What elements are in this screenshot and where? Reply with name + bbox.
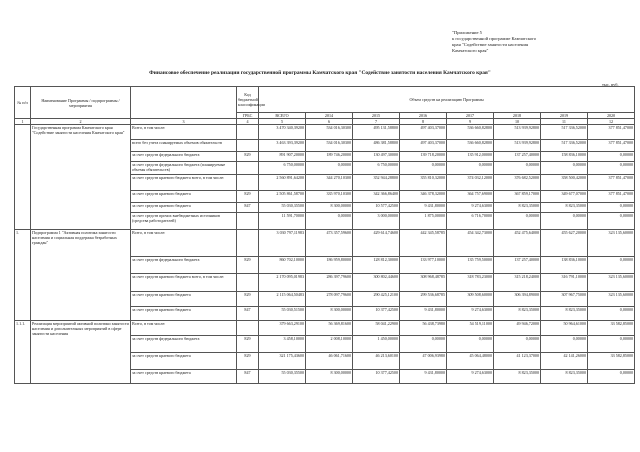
funding-source: за счет средств краевого бюджета	[131, 203, 237, 213]
amount-cell: 0,00000	[400, 162, 447, 175]
amount-cell: 349 677,07000	[541, 191, 588, 203]
amount-cell: 3 458,10000	[259, 336, 306, 353]
amount-cell: 8 823,35000	[494, 307, 541, 321]
amount-cell: 137 257,40000	[494, 257, 541, 274]
amount-cell: 189 746,20000	[306, 152, 353, 162]
amount-cell: 42 141,26000	[541, 353, 588, 370]
grbs-code	[237, 230, 259, 257]
amount-cell: 50 964,61000	[541, 321, 588, 336]
amount-cell: 3 000,00000	[353, 213, 400, 230]
program-name: Государственная программа Камчатского края "Содействие занятости населения Камчатского края"	[31, 125, 131, 230]
amount-cell: 6 716,70000	[447, 213, 494, 230]
amount-cell: 377 851,47000	[588, 175, 635, 191]
grbs-code	[237, 321, 259, 336]
amount-cell: 9 431,80000	[400, 203, 447, 213]
amount-cell: 10 377,42500	[353, 307, 400, 321]
amount-cell: 9 431,80000	[400, 370, 447, 384]
amount-cell: 1 450,00000	[353, 336, 400, 353]
amount-cell: 2 505 861,58700	[259, 191, 306, 203]
header-col-2018: 2018	[494, 113, 541, 119]
amount-cell: 130 497,30000	[353, 152, 400, 162]
amount-cell: 8 823,35000	[541, 370, 588, 384]
header-code: Код бюджетной классификации	[237, 87, 259, 113]
grbs-code	[237, 213, 259, 230]
units-label: тыс. руб.	[602, 82, 619, 87]
amount-cell: 352 944,28800	[353, 175, 400, 191]
idx-cell: 11	[541, 119, 588, 125]
amount-cell: 55 030,35500	[259, 203, 306, 213]
amount-cell: 364 757,69000	[447, 191, 494, 203]
amount-cell: 41 123,37000	[494, 353, 541, 370]
annex-line-4: Камчатского края"	[452, 48, 489, 53]
amount-cell: 133 977,10000	[400, 257, 447, 274]
funding-source: за счет средств федерального бюджета (планируемые объемы обязательств)	[131, 162, 237, 175]
header-col-2014: 2014	[306, 113, 353, 119]
grbs-code	[237, 162, 259, 175]
funding-source: за счет средств краевого бюджета	[131, 353, 237, 370]
idx-cell: 1	[15, 119, 31, 125]
amount-cell: 33 582,85000	[588, 321, 635, 336]
amount-cell: 346 378,32000	[400, 191, 447, 203]
amount-cell: 376 682,52000	[494, 175, 541, 191]
amount-cell: 473 357,59600	[306, 230, 353, 257]
grbs-code	[237, 175, 259, 191]
amount-cell: 8 823,35000	[494, 203, 541, 213]
amount-cell: 452 475,64000	[494, 230, 541, 257]
amount-cell: 139 718,20000	[400, 152, 447, 162]
idx-cell: 4	[237, 119, 259, 125]
grbs-code: 847	[237, 307, 259, 321]
amount-cell: 377 851,47000	[588, 140, 635, 152]
amount-cell: 335 970,10300	[306, 191, 353, 203]
amount-cell: 0,00000	[588, 203, 635, 213]
amount-cell: 45 064,48000	[447, 353, 494, 370]
amount-cell: 513 939,92800	[494, 140, 541, 152]
amount-cell: 33 582,85000	[588, 353, 635, 370]
grbs-code: 829	[237, 336, 259, 353]
amount-cell: 186 959,80000	[306, 257, 353, 274]
amount-cell: 0,00000	[400, 336, 447, 353]
amount-cell: 135 759,50000	[447, 257, 494, 274]
amount-cell: 47 006,93980	[400, 353, 447, 370]
funding-source: за счет средств краевого бюджета всего, в том числе:	[131, 274, 237, 292]
amount-cell: 56 369,81600	[306, 321, 353, 336]
amount-cell: 0,00000	[541, 336, 588, 353]
program-name: Подпрограмма 1 "Активная политика занятости населения и социальная поддержка безработных граждан"	[31, 230, 131, 321]
funding-source: за счет средств федерального бюджета	[131, 336, 237, 353]
amount-cell: 323 135,60000	[588, 274, 635, 292]
amount-cell: 534 016,30300	[306, 125, 353, 140]
amount-cell: 429 614,74600	[353, 230, 400, 257]
amount-cell: 8 823,35000	[541, 307, 588, 321]
amount-cell: 9 431,80000	[400, 307, 447, 321]
amount-cell: 55 030,35500	[259, 370, 306, 384]
funding-source: за счет средств федерального бюджета	[131, 152, 237, 162]
amount-cell: 321 175,43600	[259, 353, 306, 370]
funding-source: за счет средств краевого бюджета	[131, 307, 237, 321]
annex-line-1: "Приложение 5	[452, 30, 482, 35]
header-volume: Объем средств на реализацию Программы	[259, 87, 635, 113]
amount-cell: 46 061,71600	[306, 353, 353, 370]
idx-cell: 5	[259, 119, 306, 125]
amount-cell: 0,00000	[588, 370, 635, 384]
amount-cell: 342 366,86400	[353, 191, 400, 203]
row-number: 1.1.1.	[15, 321, 31, 384]
funding-source: за счет средств федерального бюджета	[131, 257, 237, 274]
grbs-code: 829	[237, 257, 259, 274]
amount-cell: 3 030 797,11983	[259, 230, 306, 257]
idx-cell: 8	[400, 119, 447, 125]
amount-cell: 486 381,58800	[353, 140, 400, 152]
amount-cell: 1 875,00000	[400, 213, 447, 230]
header-grbs: ГРБС	[237, 113, 259, 119]
amount-cell: 495 131,58800	[353, 125, 400, 140]
funding-table	[14, 86, 635, 384]
amount-cell: 300 802,44600	[353, 274, 400, 292]
header-row	[15, 87, 635, 113]
amount-cell: 0,00000	[588, 336, 635, 353]
header-col-2020: 2020	[588, 113, 635, 119]
amount-cell: 56 438,73980	[400, 321, 447, 336]
idx-cell: 12	[588, 119, 635, 125]
funding-source: за счет средств краевого бюджета	[131, 191, 237, 203]
annex-line-3: края "Содействие занятости населения	[452, 42, 529, 47]
amount-cell: 46 213,60100	[353, 353, 400, 370]
amount-cell: 309 508,60000	[447, 292, 494, 307]
amount-cell: 286 397,79600	[306, 274, 353, 292]
amount-cell: 513 939,92800	[494, 125, 541, 140]
amount-cell: 2 170 095,01983	[259, 274, 306, 292]
amount-cell: 290 425,12100	[353, 292, 400, 307]
amount-cell: 135 912,00000	[447, 152, 494, 162]
amount-cell: 0,00000	[447, 162, 494, 175]
table-row	[15, 125, 635, 140]
amount-cell: 3 470 340,39200	[259, 125, 306, 140]
amount-cell: 0,00000	[541, 162, 588, 175]
amount-cell: 158 836,10000	[541, 152, 588, 162]
amount-cell: 55 030,51500	[259, 307, 306, 321]
amount-cell: 8 823,35000	[494, 370, 541, 384]
amount-cell: 534 016,30300	[306, 140, 353, 152]
amount-cell: 318 783,23000	[447, 274, 494, 292]
amount-cell: 6 750,00000	[353, 162, 400, 175]
amount-cell: 278 097,79600	[306, 292, 353, 307]
amount-cell: 379 663,29100	[259, 321, 306, 336]
table-row	[15, 230, 635, 257]
header-blank	[131, 87, 237, 119]
idx-cell: 2	[31, 119, 131, 125]
annex-note	[452, 30, 632, 54]
amount-cell: 8 823,35000	[541, 203, 588, 213]
header-name: Наименование Программы / подпрограммы / мероприятия	[31, 87, 131, 119]
amount-cell: 367 859,17000	[494, 191, 541, 203]
grbs-code: 847	[237, 370, 259, 384]
amount-cell: 0,00000	[494, 336, 541, 353]
amount-cell: 138 836,10000	[541, 257, 588, 274]
amount-cell: 323 135,60000	[588, 230, 635, 257]
amount-cell: 0,00000	[588, 257, 635, 274]
idx-cell: 6	[306, 119, 353, 125]
amount-cell: 0,00000	[541, 213, 588, 230]
amount-cell: 517 336,52000	[541, 140, 588, 152]
table-body	[15, 87, 635, 384]
funding-source: всего без учета планируемых объемов обязательств	[131, 140, 237, 152]
amount-cell: 6 750,00000	[259, 162, 306, 175]
amount-cell: 137 257,40000	[494, 152, 541, 162]
amount-cell: 323 135,60000	[588, 292, 635, 307]
amount-cell: 536 660,82800	[447, 140, 494, 152]
amount-cell: 0,00000	[588, 162, 635, 175]
amount-cell: 9 274,63000	[447, 307, 494, 321]
table-row	[15, 321, 635, 336]
amount-cell: 49 946,72000	[494, 321, 541, 336]
grbs-code: 829	[237, 191, 259, 203]
grbs-code	[237, 140, 259, 152]
funding-source: Всего, в том числе:	[131, 321, 237, 336]
funding-source: за счет средств прочих внебюджетных источников (средства работодателей)	[131, 213, 237, 230]
amount-cell: 307 967,75000	[541, 292, 588, 307]
grbs-code	[237, 125, 259, 140]
amount-cell: 497 403,37000	[400, 140, 447, 152]
header-col-2015: 2015	[353, 113, 400, 119]
amount-cell: 0,00000	[306, 162, 353, 175]
amount-cell: 316 791,10000	[541, 274, 588, 292]
amount-cell: 9 274,63000	[447, 203, 494, 213]
amount-cell: 358 500,42000	[541, 175, 588, 191]
grbs-code: 829	[237, 292, 259, 307]
program-name: Реализация мероприятий активной политики занятости населения и дополнительных мероприятий в сфере занятости населения	[31, 321, 131, 384]
amount-cell: 860 702,10000	[259, 257, 306, 274]
amount-cell: 8 300,00000	[306, 307, 353, 321]
row-number	[15, 125, 31, 230]
amount-cell: 497 403,37000	[400, 125, 447, 140]
annex-line-2: к государственной программе Камчатского	[452, 36, 537, 41]
amount-cell: 9 274,63000	[447, 370, 494, 384]
amount-cell: 0,00000	[588, 307, 635, 321]
amount-cell: 2 115 064,50483	[259, 292, 306, 307]
amount-cell: 54 519,11000	[447, 321, 494, 336]
amount-cell: 344 270,10300	[306, 175, 353, 191]
idx-cell: 10	[494, 119, 541, 125]
funding-source: за счет средств краевого бюджета	[131, 292, 237, 307]
amount-cell: 517 336,52000	[541, 125, 588, 140]
amount-cell: 355 810,32000	[400, 175, 447, 191]
amount-cell: 0,00000	[588, 152, 635, 162]
amount-cell: 58 041,22900	[353, 321, 400, 336]
funding-source: за счет средств краевого бюджета	[131, 370, 237, 384]
amount-cell: 10 377,42500	[353, 370, 400, 384]
funding-source: Всего, в том числе:	[131, 125, 237, 140]
row-number: 1.	[15, 230, 31, 321]
amount-cell: 315 218,24000	[494, 274, 541, 292]
idx-cell: 9	[447, 119, 494, 125]
amount-cell: 308 968,48785	[400, 274, 447, 292]
header-col-2017: 2017	[447, 113, 494, 119]
amount-cell: 3 463 393,39200	[259, 140, 306, 152]
amount-cell: 0,00000	[306, 213, 353, 230]
funding-source: за счет средств краевого бюджета всего, в том числе:	[131, 175, 237, 191]
amount-cell: 454 342,73000	[447, 230, 494, 257]
amount-cell: 2 008,10000	[306, 336, 353, 353]
amount-cell: 455 627,20000	[541, 230, 588, 257]
amount-cell: 442 345,58785	[400, 230, 447, 257]
amount-cell: 299 536,68785	[400, 292, 447, 307]
amount-cell: 2 560 891,64200	[259, 175, 306, 191]
header-col-2016: 2016	[400, 113, 447, 119]
amount-cell: 8 300,00000	[306, 203, 353, 213]
amount-cell: 0,00000	[447, 336, 494, 353]
amount-cell: 536 660,82800	[447, 125, 494, 140]
amount-cell: 11 591,70000	[259, 213, 306, 230]
grbs-code	[237, 274, 259, 292]
amount-cell: 306 394,89000	[494, 292, 541, 307]
amount-cell: 0,00000	[588, 213, 635, 230]
grbs-code: 829	[237, 353, 259, 370]
header-col-total: ВСЕГО	[259, 113, 306, 119]
amount-cell: 377 851,47000	[588, 191, 635, 203]
funding-source: Всего, в том числе:	[131, 230, 237, 257]
idx-cell: 7	[353, 119, 400, 125]
amount-cell: 10 577,42500	[353, 203, 400, 213]
amount-cell: 374 032,12000	[447, 175, 494, 191]
amount-cell: 891 907,20000	[259, 152, 306, 162]
grbs-code: 847	[237, 203, 259, 213]
header-col-2019: 2019	[541, 113, 588, 119]
document-title: Финансовое обеспечение реализации государственной программы Камчатского края "Содействие занятости населения Камчатского края"	[149, 70, 491, 76]
amount-cell: 0,00000	[494, 162, 541, 175]
header-num: № п/п	[15, 87, 31, 119]
amount-cell: 8 300,00000	[306, 370, 353, 384]
grbs-code: 829	[237, 152, 259, 162]
amount-cell: 128 812,30000	[353, 257, 400, 274]
amount-cell: 377 851,47000	[588, 125, 635, 140]
idx-cell: 3	[131, 119, 237, 125]
amount-cell: 0,00000	[494, 213, 541, 230]
